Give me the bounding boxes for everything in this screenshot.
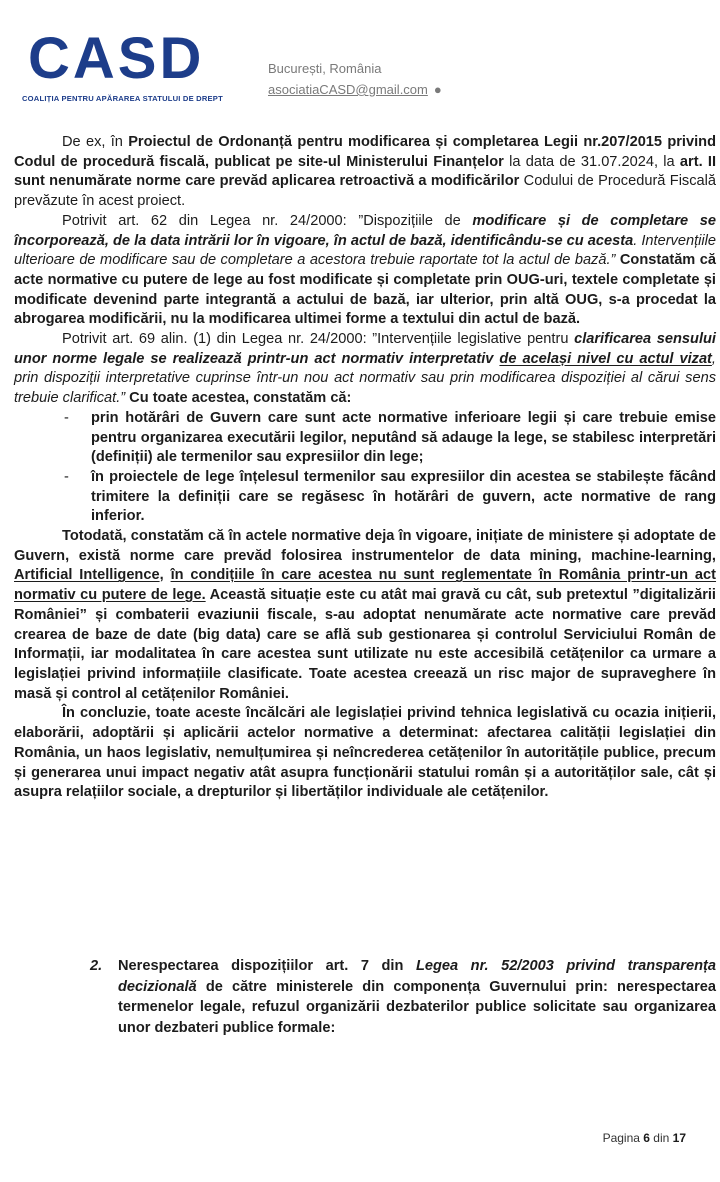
numbered-item-2: 2. Nerespectarea dispozițiilor art. 7 din Legea nr. 52/2003 privind transparența decizională de către ministerele din componența Guvernului prin: nerespectarea termenelor legale, refuzul organizării dezbaterilor publice solicitate sau organizarea unor dezbateri publice formale:: [90, 958, 716, 1036]
paragraph-5: În concluzie, toate aceste încălcări ale legislației privind tehnica legislativă cu ocazia inițierii, elaborării, adoptării și aplicării actelor normative a determinat: afectarea calității legislației din România, un haos legislativ, nemulțumirea și neîncrederea cetățenilor în autoritățile publice, precum și generarea unui impact negativ atât asupra funcționării statului român și a autorităților sale, cât și asupra relațiilor sociale, a drepturilor și libertăților individuale ale cetățenilor.: [14, 705, 716, 801]
list-item: - prin hotărâri de Guvern care sunt acte normative inferioare legii și care trebuie emise pentru organizarea executării legilor, neputând să adauge la lege, se stabilesc interpretări (definiții) ale termenilor sau expresiilor din lege;: [64, 409, 716, 466]
casd-logo: [22, 28, 234, 108]
contact-info: [268, 58, 442, 100]
list-item: - în proiectele de lege înțelesul termenilor sau expresiilor din acestea se stabilește făcând trimitere la definiții care se regăsesc în hotărâri de guvern, acte normative de rang inferior.: [64, 468, 716, 525]
paragraph-3: Potrivit art. 69 alin. (1) din Legea nr. 24/2000: ”Intervențiile legislative pentru clarificarea sensului unor norme legale se realizează printr-un act normativ interpretativ de același nivel cu actul vizat, prin dispoziții interpretative cuprinse într-un nou act normativ sau prin modificarea dispoziției al cărui sens trebuie clarificat.” Cu toate acestea, constatăm că:: [14, 331, 716, 407]
document-body: [14, 133, 716, 803]
dash-bullet: -: [64, 468, 69, 485]
city: București, România: [268, 61, 382, 76]
logo-subtitle: COALIȚIA PENTRU APĂRAREA STATULUI DE DREPT: [22, 94, 223, 103]
logo-text: CASD: [28, 26, 205, 91]
paragraph-1: De ex, în Proiectul de Ordonanță pentru modificarea și completarea Legii nr.207/2015 privind Codul de procedură fiscală, publicat pe site-ul Ministerului Finanțelor la data de 31.07.2024, la art. II sunt nenumărate norme care prevăd aplicarea retroactivă a modificărilor Codului de Procedură Fiscală prevăzute în acest proiect.: [14, 134, 717, 210]
letterhead: [0, 0, 720, 120]
bullet-separator-icon: ●: [433, 82, 442, 97]
dash-bullet: -: [64, 409, 69, 426]
email-link[interactable]: asociatiaCASD@gmail.com: [268, 82, 428, 97]
item-number: 2.: [90, 958, 103, 974]
paragraph-2: Potrivit art. 62 din Legea nr. 24/2000: ”Dispozițiile de modificare și de completare se încorporează, de la data intrării lor în vigoare, în actul de bază, identificându-se cu acesta. Intervențiile ulterioare de modificare sau de completare a acestora trebuie raportate tot la actul de bază.” Constatăm că acte normative cu putere de lege au fost modificate și completate prin OUG-uri, textele completate și modificate devenind parte integrantă a actului de bază, iar ulterior, prin altă OUG, s-a procedat la abrogarea modificării, nu la modificarea ultimei forme a textului din actul de bază.: [14, 212, 716, 328]
findings-list: [14, 409, 716, 527]
paragraph-4: Totodată, constatăm că în actele normative deja în vigoare, inițiate de ministere și adoptate de Guvern, există norme care prevăd folosirea instrumentelor de data mining, machine-learning, Artificial Intelligence, în condițiile în care acestea nu sunt reglementate în România printr-un act normativ cu putere de lege. Această situație este cu atât mai gravă cu cât, sub pretextul ”digitalizării României” și combaterii evaziunii fiscale, s-au adoptat nenumărate acte normative care prevăd crearea de baze de date (big data) care se află sub gestionarea și controlul Serviciului Român de Informații, iar modalitatea în care acestea sunt utilizate nu este accesibilă cetățenilor ca urmare a legislației privind informațiile clasificate. Toate acestea creează un risc major de supraveghere în masă și control al cetățenilor României.: [14, 528, 717, 702]
page-number: Pagina 6 din 17: [602, 1131, 686, 1145]
